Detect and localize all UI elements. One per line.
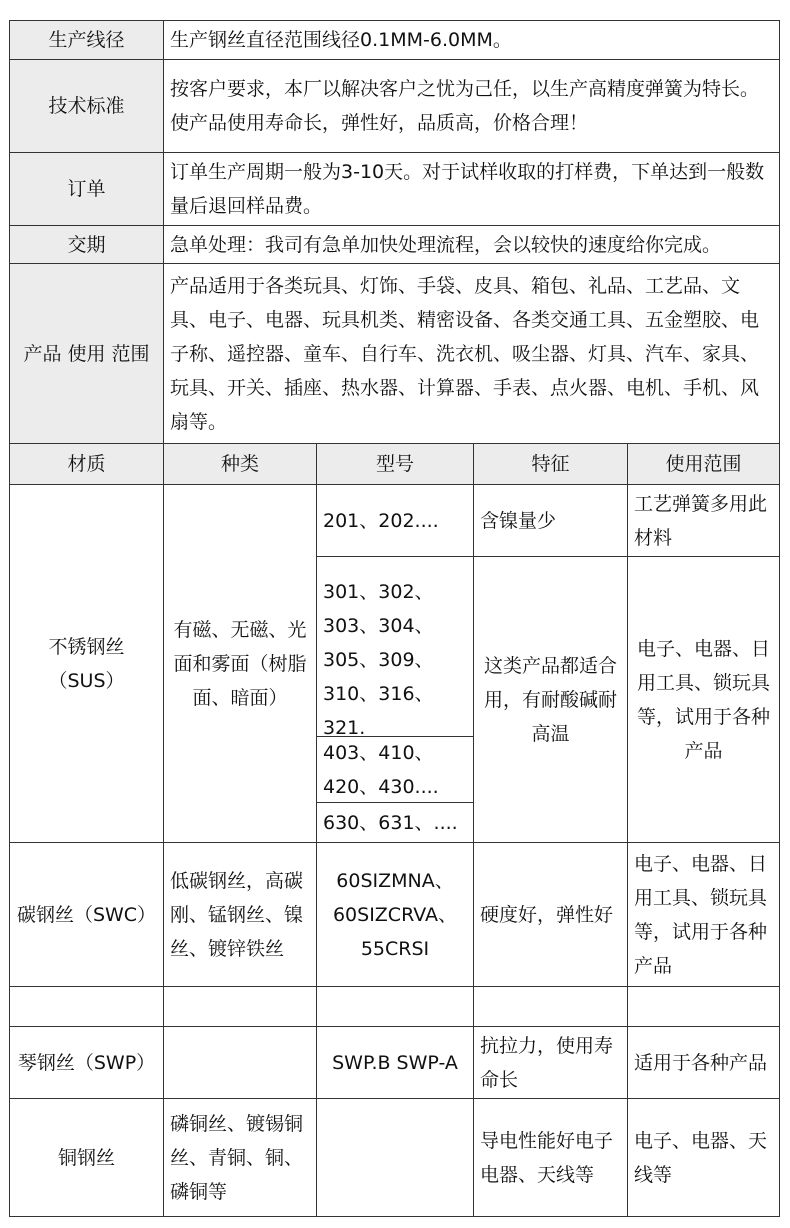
usage-copper: 电子、电器、天线等 — [627, 1098, 780, 1217]
row-label-delivery: 交期 — [9, 225, 164, 264]
feature-swc: 硬度好，弹性好 — [473, 842, 628, 987]
model-swp: SWP.B SWP-A — [316, 1026, 474, 1099]
row-text-order: 订单生产周期一般为3-10天。对于试样收取的打样费，下单达到一般数量后退回样品费。 — [163, 152, 780, 226]
kind-copper: 磷铜丝、镀锡铜丝、青铜、铜、磷铜等 — [163, 1098, 317, 1217]
material-copper: 铜钢丝 — [9, 1098, 164, 1217]
material-swc: 碳钢丝（SWC） — [9, 842, 164, 987]
empty-cell — [473, 986, 628, 1027]
row-text-tech-standard: 按客户要求，本厂以解决客户之忧为己任，以生产高精度弹簧为特长。使产品使用寿命长，弹性好，品质高，价格合理！ — [163, 59, 780, 153]
material-swp: 琴钢丝（SWP） — [9, 1026, 164, 1099]
empty-cell — [9, 986, 164, 1027]
model-swc: 60SIZMNA、60SIZCRVA、55CRSI — [316, 842, 474, 987]
empty-cell — [316, 986, 474, 1027]
col-header-feature: 特征 — [473, 443, 628, 485]
row-label-application: 产品 使用 范围 — [9, 263, 164, 444]
row-text-wire-diameter: 生产钢丝直径范围线径0.1MM-6.0MM。 — [163, 20, 780, 60]
row-label-order: 订单 — [9, 152, 164, 226]
usage-sus-2: 电子、电器、日用工具、锁玩具等，试用于各种产品 — [627, 556, 780, 843]
feature-sus-1: 含镍量少 — [473, 484, 628, 557]
kind-sus: 有磁、无磁、光面和雾面（树脂面、暗面） — [163, 484, 317, 843]
empty-cell — [163, 986, 317, 1027]
model-copper — [316, 1098, 474, 1217]
col-header-model: 型号 — [316, 443, 474, 485]
row-label-wire-diameter: 生产线径 — [9, 20, 164, 60]
usage-swc: 电子、电器、日用工具、锁玩具等，试用于各种产品 — [627, 842, 780, 987]
row-label-tech-standard: 技术标准 — [9, 59, 164, 153]
kind-swc: 低碳钢丝，高碳刚、锰钢丝、镍丝、镀锌铁丝 — [163, 842, 317, 987]
feature-copper: 导电性能好电子电器、天线等 — [473, 1098, 628, 1217]
row-text-delivery: 急单处理：我司有急单加快处理流程，会以较快的速度给你完成。 — [163, 225, 780, 264]
row-text-application: 产品适用于各类玩具、灯饰、手袋、皮具、箱包、礼品、工艺品、文具、电子、电器、玩具机类、精密设备、各类交通工具、五金塑胶、电子称、遥控器、童车、自行车、洗衣机、吸尘器、灯具、汽车、家具、玩具、开关、插座、热水器、计算器、手表、点火器、电机、手机、风扇等。 — [163, 263, 780, 444]
feature-swp: 抗拉力，使用寿命长 — [473, 1026, 628, 1099]
model-sus-4: 630、631、.... — [316, 802, 474, 843]
model-sus-3: 403、410、420、430.... — [316, 736, 474, 803]
usage-sus-1: 工艺弹簧多用此材料 — [627, 484, 780, 557]
col-header-material: 材质 — [9, 443, 164, 485]
empty-cell — [627, 986, 780, 1027]
model-sus-2: 301、302、303、304、305、309、310、316、321. — [316, 556, 474, 737]
usage-swp: 适用于各种产品 — [627, 1026, 780, 1099]
material-sus: 不锈钢丝（SUS） — [9, 484, 164, 843]
feature-sus-2: 这类产品都适合用，有耐酸碱耐高温 — [473, 556, 628, 843]
model-sus-1: 201、202.... — [316, 484, 474, 557]
col-header-usage: 使用范围 — [627, 443, 780, 485]
kind-swp — [163, 1026, 317, 1099]
col-header-kind: 种类 — [163, 443, 317, 485]
